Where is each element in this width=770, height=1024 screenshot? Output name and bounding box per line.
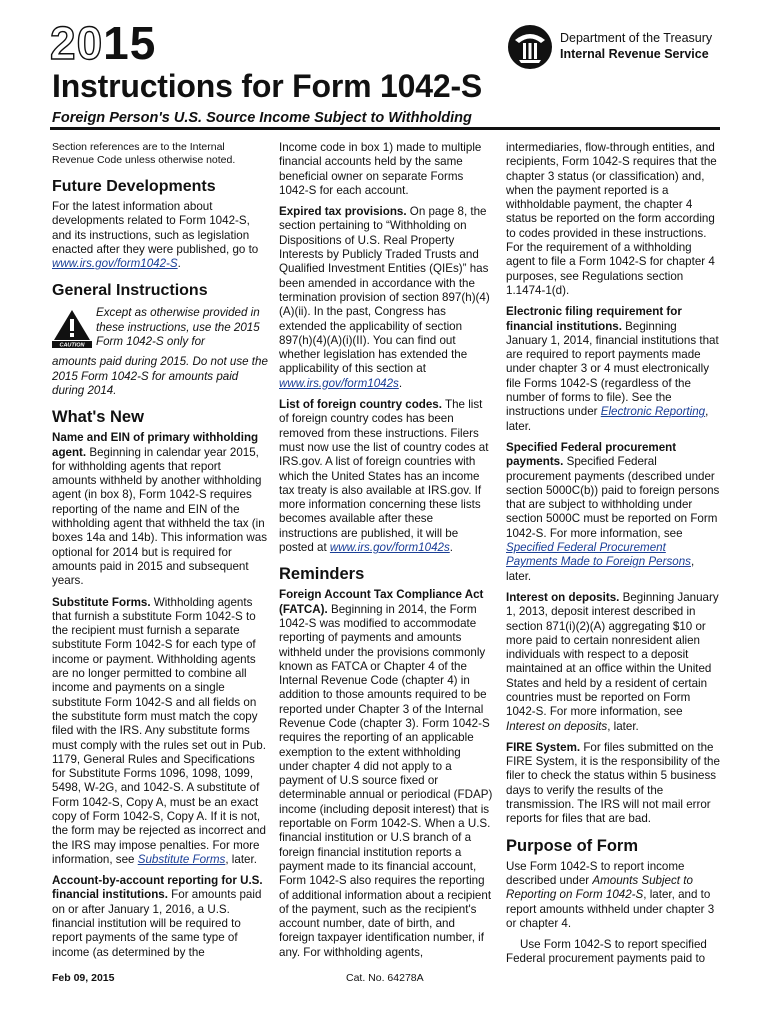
future-paragraph: For the latest information about developments related to Form 1042-S, and its instructions, such as legislation enacted after they were published, go to www.irs.gov/form1042-S.: [52, 200, 259, 271]
heading-purpose-of-form: Purpose of Form: [506, 836, 639, 855]
name-ein-paragraph: Name and EIN of primary withholding agent. Beginning in calendar year 2015, for withholding agents that report amounts withheld by another withholding agent (in box 8), Form 1042-S requires reporting of the name and EIN of the withholding agent that withheld the tax (in boxes 14a and 14b). This information was optional for 2014 but is required for amounts paid in 2015 and subsequent years.: [52, 431, 268, 588]
caution-text-cont: amounts paid during 2015. Do not use the 2015 Form 1042-S for amounts paid during 2014.: [52, 355, 268, 397]
heading-general-instructions: General Instructions: [52, 282, 208, 300]
expired-link[interactable]: www.irs.gov/form1042s: [279, 376, 399, 390]
electronic-reporting-link[interactable]: Electronic Reporting: [600, 405, 706, 419]
column-3: [506, 141, 720, 974]
federal-procurement-link[interactable]: Specified Federal Procurement Payments Made to Foreign Persons: [506, 541, 691, 569]
fire-paragraph: FIRE System. For files submitted on the FIRE System, it is the responsibility of the filer to check the status within 5 business days to verify the results of the transmission. The IRS will not mail error reports for files that are bad.: [506, 740, 720, 826]
fatca-paragraph: Foreign Account Tax Compliance Act (FATCA). Beginning in 2014, the Form 1042-S was modified to accommodate reporting of payments and amounts withheld under the provisions commonly known as FATCA or Chapter 4 of the Internal Revenue Code (chapter 4) in addition to those amounts required to be reported under Chapter 3 of the Internal Revenue Code (chapter 3). Form 1042-S requires the reporting of an applicable exemption to the extent withholding under chapter 4 did not apply to a payment of U.S source fixed or determinable annual or periodical (FDAP) income (including deposit interest) that is reportable on Form 1042-S. When a U.S. financial institution or U.S branch of a foreign financial institution reports a payment made to its financial account, Form 1042-S also requires the reporting of additional information about a recipient of the payment, such as the recipient's account number, date of birth, and foreign taxpayer identification number, if any. For withholding agents,: [279, 588, 493, 959]
heading-whats-new: What's New: [52, 408, 144, 427]
purpose-paragraph: Use Form 1042-S to report income described under Amounts Subject to Reporting on Form 1042-S, later, and to report amounts withheld under chapter 3 or chapter 4.: [506, 859, 715, 930]
column-1: [52, 141, 268, 967]
column-2: [279, 141, 493, 967]
federal-procurement-paragraph: Specified Federal procurement payments. Specified Federal procurement payments (described under section 5000C(b)) paid to foreign persons that are subject to withholding under section 5000C must be reported on Form 1042-S. For more information, see Specified Federal Procurement Payments Made to Foreign Persons, later.: [506, 440, 720, 583]
account-paragraph: Account-by-account reporting for U.S. financial institutions. For amounts paid on or after January 1, 2016, a U.S. financial institution will be required to report payments of the same type of income (as determined by the: [52, 874, 263, 959]
country-codes-paragraph: List of foreign country codes. The list of foreign country codes has been removed from these instructions. Filers must now use the list of country codes at IRS.gov. A list of foreign countries with which the United States has an income tax treaty is also available at IRS.gov. If more information concerning these lists becomes available after these instructions are published, it will be posted at www.irs.gov/form1042s.: [279, 398, 489, 555]
caution-text: Except as otherwise provided in these instructions, use the 2015 Form 1042-S only for: [96, 306, 260, 349]
country-codes-link[interactable]: www.irs.gov/form1042s: [329, 541, 450, 555]
substitute-forms-link[interactable]: Substitute Forms: [137, 852, 226, 866]
caution-box: [52, 306, 268, 349]
tax-year-outline: 20: [50, 17, 104, 69]
tax-year-bold: 15: [103, 17, 157, 69]
footer-date: Feb 09, 2015: [52, 972, 115, 984]
income-code-paragraph: Income code in box 1) made to multiple financial accounts held by the same beneficial owner on separate Forms 1042-S for each account.: [279, 141, 482, 197]
agency-name: [560, 30, 712, 62]
substitute-paragraph: Substitute Forms. Withholding agents that furnish a substitute Form 1042-S to the recipient must furnish a separate substitute Form 1042-S for each type of income or payment. Withholding agents are no longer permitted to combine all income and payments on a single substitute Form 1042-S and all fields on the substitute form must match the copy filed with the IRS. Any substitute forms must comply with the rules set out in Pub. 1179, General Rules and Specifications for Substitute Forms 1096, 1098, 1099, 5498, W-2G, and 1042-S. A substitute of Form 1042-S, Copy A, must be an exact copy of Form 1042-S, Copy A. If it is not, the form may be rejected as incorrect and the IRS may impose penalties. For more information, see Substitute Forms, later.: [52, 595, 266, 866]
efile-paragraph: Electronic filing requirement for financial institutions. Beginning January 1, 2014, financial institutions that are required to report payments made under chapter 3 or 4 must electronically file Forms 1042-S (regardless of the number of forms to file). See the instructions under Electronic Reporting, later.: [506, 305, 719, 433]
caution-icon: [52, 308, 92, 348]
tax-year: [50, 17, 157, 69]
intro-note: Section references are to the Internal Revenue Code unless otherwise noted.: [52, 141, 236, 166]
agency-department: Department of the Treasury: [560, 31, 713, 45]
svg-text:CAUTION: CAUTION: [59, 342, 85, 349]
heading-future-developments: Future Developments: [52, 178, 216, 195]
page-title: Instructions for Form 1042-S: [52, 68, 483, 104]
page-subtitle: Foreign Person's U.S. Source Income Subject to Withholding: [52, 110, 472, 126]
interest-paragraph: Interest on deposits. Beginning January 1, 2013, deposit interest described in section 871(i)(2)(A) aggregating $10 or more paid to certain nonresident alien individuals with respect to a deposit maintained at an office within the United States and held by a resident of certain countries must be reported on Form 1042-S. For more information, see Interest on deposits, later.: [506, 590, 719, 733]
irs-eagle-logo-icon: [505, 22, 555, 72]
heading-reminders: Reminders: [279, 565, 365, 584]
header-rule: [50, 127, 720, 130]
purpose-paragraph-2: Use Form 1042-S to report specified Federal procurement payments paid to: [506, 938, 707, 966]
intermediaries-paragraph: intermediaries, flow-through entities, and recipients, Form 1042-S requires that the chapter 3 status (or classification) and, when the payment reported is a withholdable payment, the chapter 4 status be reported on the form according to codes provided in these instructions. For the requirement of a withholding agent to file a Form 1042-S for chapter 4 purposes, see Regulations section 1.1474-1(d).: [506, 141, 717, 297]
agency-irs: Internal Revenue Service: [560, 47, 709, 61]
footer-catalog-number: Cat. No. 64278A: [346, 972, 424, 984]
future-link[interactable]: www.irs.gov/form1042-S: [52, 257, 178, 271]
expired-paragraph: Expired tax provisions. On page 8, the section pertaining to “Withholding on Dispositions of U.S. Real Property Interests by Publicly Traded Trusts and Qualified Investment Entities (QIEs)” has been amended in accordance with the termination provision of section 897(h)(4) (A)(ii). In the past, Congress has extended the applicability of section 897(h)(4)(A)(i)(II). You can find out whether legislation has extended the applicability of this section at www.irs.gov/form1042s.: [279, 205, 490, 390]
